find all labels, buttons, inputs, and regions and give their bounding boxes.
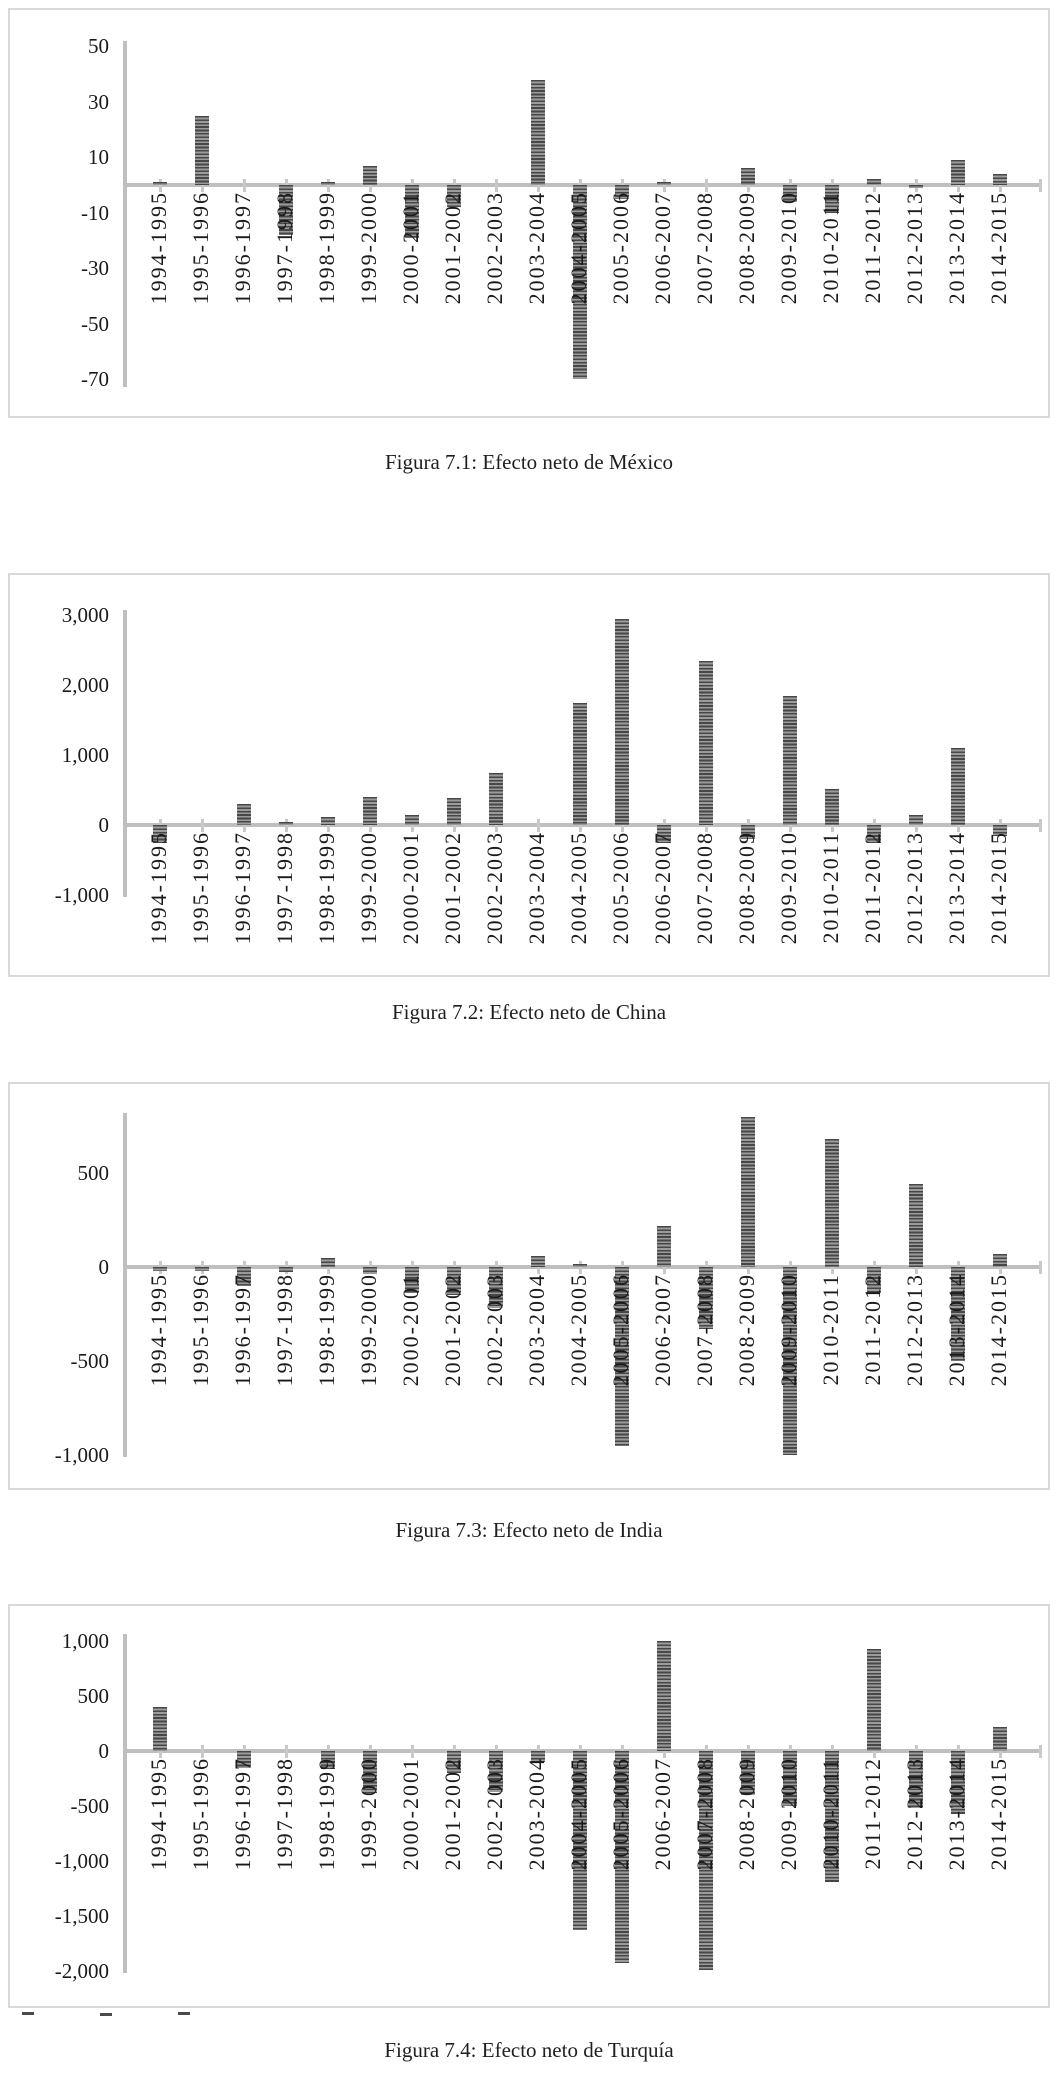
y-tick-label: 50 — [88, 34, 109, 59]
bar — [321, 1258, 335, 1267]
bar — [279, 822, 293, 826]
x-category-label: 1997-1998 — [272, 1757, 297, 1871]
y-tick-label: 0 — [98, 1739, 109, 1763]
x-category-label: 2001-2002 — [440, 1757, 465, 1871]
x-category-label: 2007-2008 — [692, 831, 717, 945]
x-category-label: 2001-2002 — [440, 831, 465, 945]
x-category-label: 2012-2013 — [902, 1757, 927, 1871]
x-category-label: 1998-1999 — [314, 1757, 339, 1871]
y-tick-label: -2,000 — [54, 1959, 109, 1983]
x-category-label: 2007-2008 — [692, 1757, 717, 1871]
bar — [279, 1267, 293, 1272]
x-category-label: 2007-2008 — [692, 191, 717, 305]
cropped-text-fragment — [178, 2012, 190, 2015]
bar — [867, 179, 881, 185]
bar — [237, 804, 251, 825]
bar — [909, 815, 923, 826]
bar — [531, 1256, 545, 1267]
bar — [363, 797, 377, 825]
bar — [531, 80, 545, 185]
bar — [741, 168, 755, 185]
bar — [783, 696, 797, 826]
axis-tick — [243, 179, 246, 192]
axis-tick — [201, 1745, 204, 1758]
x-category-label: 2006-2007 — [650, 831, 675, 945]
x-category-label: 2010-2011 — [818, 191, 843, 304]
y-axis-line — [123, 610, 127, 897]
bar — [321, 817, 335, 825]
bar — [993, 174, 1007, 185]
x-category-label: 2009-2010 — [776, 1757, 801, 1871]
x-category-label: 2014-2015 — [986, 831, 1011, 945]
figure-2-chart — [8, 573, 1050, 977]
bar — [363, 166, 377, 185]
bar — [573, 703, 587, 826]
axis-tick — [579, 1261, 582, 1274]
axis-tick — [537, 819, 540, 832]
bar — [615, 619, 629, 826]
bar — [153, 1707, 167, 1751]
axis-tick — [159, 179, 162, 192]
x-category-label: 2012-2013 — [902, 1273, 927, 1387]
bar — [447, 798, 461, 825]
y-axis-line — [123, 1634, 127, 1973]
x-category-label: 2009-2010 — [776, 191, 801, 305]
axis-end-tick — [1039, 819, 1042, 832]
x-category-label: 2004-2005 — [566, 831, 591, 945]
bar — [951, 160, 965, 185]
y-tick-label: 3,000 — [61, 603, 109, 627]
x-category-label: 2000-2001 — [398, 191, 423, 305]
y-tick-label: -70 — [81, 367, 109, 392]
x-category-label: 2006-2007 — [650, 1757, 675, 1871]
x-category-label: 2004-2005 — [566, 1757, 591, 1871]
bar — [153, 1267, 167, 1271]
x-category-label: 1998-1999 — [314, 831, 339, 945]
y-tick-label: -1,000 — [54, 1443, 109, 1467]
x-category-label: 2003-2004 — [524, 191, 549, 305]
x-category-label: 2009-2010 — [776, 831, 801, 945]
figure-1-caption: Figura 7.1: Efecto neto de México — [384, 450, 674, 474]
axis-end-tick — [1039, 1745, 1042, 1758]
x-category-label: 1996-1997 — [230, 1273, 255, 1387]
y-tick-label: -500 — [70, 1794, 109, 1818]
x-category-label: 2003-2004 — [524, 1757, 549, 1871]
y-tick-label: -50 — [81, 311, 109, 336]
x-category-label: 1999-2000 — [356, 191, 381, 305]
figure-1-chart — [8, 8, 1050, 418]
x-category-label: 2005-2006 — [608, 1273, 633, 1387]
x-category-label: 2000-2001 — [398, 831, 423, 945]
figure-2-caption: Figura 7.2: Efecto neto de China — [391, 1000, 667, 1024]
x-category-label: 2007-2008 — [692, 1273, 717, 1387]
bar — [573, 1264, 587, 1267]
y-tick-label: -30 — [81, 256, 109, 281]
y-tick-label: -1,000 — [54, 883, 109, 907]
y-tick-label: 10 — [88, 145, 109, 170]
x-category-label: 2001-2002 — [440, 1273, 465, 1387]
x-category-label: 2000-2001 — [398, 1273, 423, 1387]
x-category-label: 1996-1997 — [230, 1757, 255, 1871]
axis-end-tick — [1039, 1261, 1042, 1274]
x-category-label: 1995-1996 — [188, 831, 213, 945]
bar — [195, 116, 209, 185]
axis-tick — [327, 179, 330, 192]
x-category-label: 1994-1995 — [146, 831, 171, 945]
x-category-label: 2005-2006 — [608, 1757, 633, 1871]
x-category-label: 2002-2003 — [482, 831, 507, 945]
x-category-label: 1997-1998 — [272, 191, 297, 305]
cropped-text-fragment — [22, 2012, 34, 2015]
x-category-label: 2004-2005 — [566, 191, 591, 305]
x-category-label: 2011-2012 — [860, 831, 885, 944]
x-category-label: 2014-2015 — [986, 1273, 1011, 1387]
x-category-label: 1994-1995 — [146, 1757, 171, 1871]
x-category-label: 2013-2014 — [944, 1273, 969, 1387]
bar — [825, 789, 839, 825]
bar — [321, 182, 335, 185]
x-category-label: 2000-2001 — [398, 1757, 423, 1871]
axis-tick — [411, 1745, 414, 1758]
axis-end-tick — [1039, 179, 1042, 192]
x-category-label: 2013-2014 — [944, 191, 969, 305]
x-category-label: 2013-2014 — [944, 1757, 969, 1871]
bar — [951, 748, 965, 825]
x-category-label: 2001-2002 — [440, 191, 465, 305]
axis-tick — [285, 819, 288, 832]
bar — [657, 1641, 671, 1751]
x-category-label: 2010-2011 — [818, 1273, 843, 1386]
x-category-label: 2002-2003 — [482, 191, 507, 305]
bar — [993, 1727, 1007, 1751]
x-category-label: 2012-2013 — [902, 191, 927, 305]
y-tick-label: 500 — [77, 1161, 109, 1185]
y-axis-line — [123, 41, 127, 387]
bar — [153, 182, 167, 185]
bar — [657, 182, 671, 185]
x-category-label: 2005-2006 — [608, 191, 633, 305]
x-category-label: 2011-2012 — [860, 1757, 885, 1870]
x-category-label: 2005-2006 — [608, 831, 633, 945]
axis-tick — [285, 1745, 288, 1758]
x-category-label: 1998-1999 — [314, 191, 339, 305]
x-category-label: 2002-2003 — [482, 1273, 507, 1387]
x-category-label: 1998-1999 — [314, 1273, 339, 1387]
y-tick-label: 30 — [88, 89, 109, 114]
y-tick-label: 0 — [98, 813, 109, 837]
x-category-label: 2008-2009 — [734, 191, 759, 305]
y-tick-label: -10 — [81, 200, 109, 225]
y-axis-line — [123, 1113, 127, 1457]
x-category-label: 2014-2015 — [986, 1757, 1011, 1871]
axis-tick — [201, 819, 204, 832]
y-tick-label: 2,000 — [61, 673, 109, 697]
axis-tick — [705, 179, 708, 192]
figure-3-caption: Figura 7.3: Efecto neto de India — [395, 1518, 663, 1542]
x-category-label: 2010-2011 — [818, 1757, 843, 1870]
y-tick-label: -1,000 — [54, 1849, 109, 1873]
x-category-label: 1997-1998 — [272, 831, 297, 945]
x-category-label: 2004-2005 — [566, 1273, 591, 1387]
y-tick-label: 1,000 — [61, 1629, 109, 1653]
x-category-label: 1996-1997 — [230, 191, 255, 305]
bar — [195, 1267, 209, 1271]
bar — [867, 1649, 881, 1751]
x-category-label: 2003-2004 — [524, 1273, 549, 1387]
cropped-text-fragment — [100, 2013, 112, 2016]
x-category-label: 2008-2009 — [734, 1273, 759, 1387]
figure-3-chart — [8, 1082, 1050, 1490]
x-category-label: 1999-2000 — [356, 1273, 381, 1387]
bar — [909, 1184, 923, 1267]
bar — [699, 661, 713, 826]
x-category-label: 2006-2007 — [650, 1273, 675, 1387]
x-category-label: 1995-1996 — [188, 1757, 213, 1871]
axis-tick — [663, 179, 666, 192]
x-category-label: 1994-1995 — [146, 191, 171, 305]
y-tick-label: 1,000 — [61, 743, 109, 767]
x-category-label: 2014-2015 — [986, 191, 1011, 305]
x-category-label: 1999-2000 — [356, 1757, 381, 1871]
bar — [993, 1254, 1007, 1267]
x-category-label: 2011-2012 — [860, 191, 885, 304]
x-category-label: 2002-2003 — [482, 1757, 507, 1871]
x-category-label: 2008-2009 — [734, 1757, 759, 1871]
y-tick-label: -1,500 — [54, 1904, 109, 1928]
figure-4-caption: Figura 7.4: Efecto neto de Turquía — [384, 2038, 674, 2062]
x-category-label: 2011-2012 — [860, 1273, 885, 1386]
bar — [825, 1139, 839, 1267]
bar — [657, 1226, 671, 1267]
x-category-label: 1999-2000 — [356, 831, 381, 945]
axis-tick — [495, 179, 498, 192]
x-category-label: 1996-1997 — [230, 831, 255, 945]
y-tick-label: -500 — [70, 1349, 109, 1373]
bar — [489, 773, 503, 826]
x-category-label: 1994-1995 — [146, 1273, 171, 1387]
x-category-label: 2012-2013 — [902, 831, 927, 945]
y-tick-label: 0 — [98, 1255, 109, 1279]
bar — [741, 1117, 755, 1267]
x-category-label: 1995-1996 — [188, 1273, 213, 1387]
x-category-label: 1997-1998 — [272, 1273, 297, 1387]
y-tick-label: 500 — [77, 1684, 109, 1708]
x-category-label: 1995-1996 — [188, 191, 213, 305]
figure-4-chart — [8, 1604, 1050, 2008]
x-category-label: 2003-2004 — [524, 831, 549, 945]
x-category-label: 2010-2011 — [818, 831, 843, 944]
x-category-label: 2009-2010 — [776, 1273, 801, 1387]
x-category-label: 2006-2007 — [650, 191, 675, 305]
x-category-label: 2013-2014 — [944, 831, 969, 945]
x-category-label: 2008-2009 — [734, 831, 759, 945]
bar — [909, 185, 923, 188]
bar — [405, 815, 419, 826]
